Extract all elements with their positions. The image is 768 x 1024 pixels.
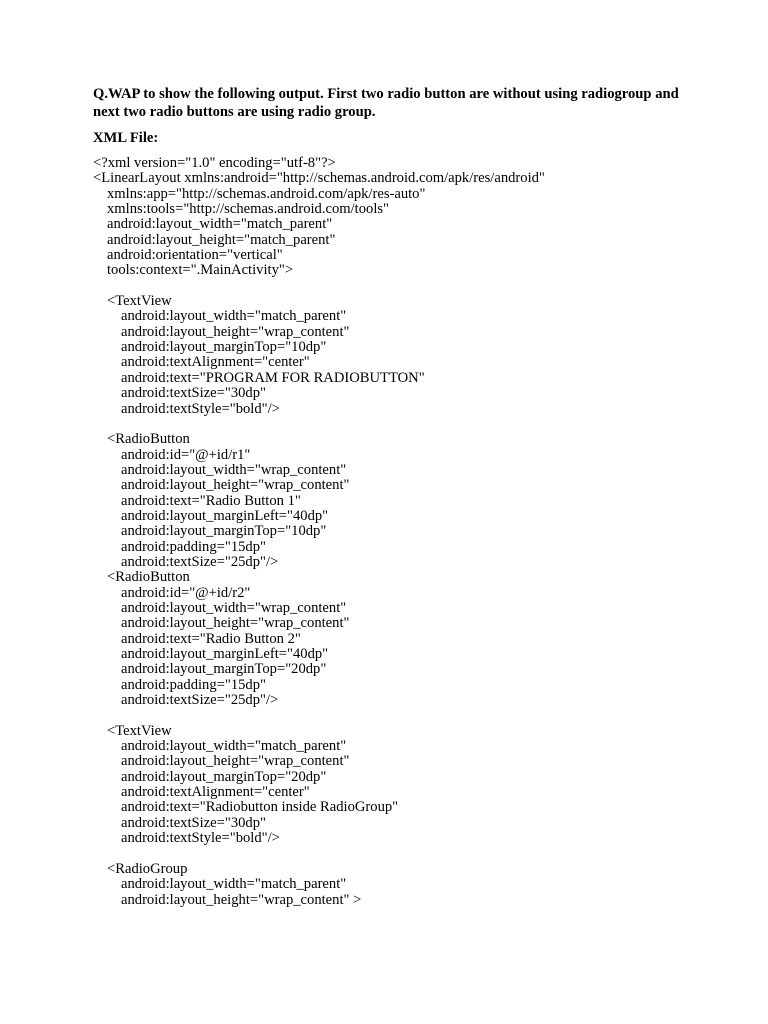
code-line: android:layout_height="wrap_content" <box>121 477 350 494</box>
code-line <box>93 708 693 723</box>
code-line: android:textAlignment="center" <box>121 784 310 801</box>
code-line: xmlns:app="http://schemas.android.com/apk/res-auto" <box>107 185 426 202</box>
code-line <box>93 846 693 861</box>
code-line: android:layout_height="wrap_content" > <box>121 891 362 908</box>
code-line: android:layout_marginTop="10dp" <box>121 523 327 540</box>
code-line: <?xml version="1.0" encoding="utf-8"?> <box>93 155 336 171</box>
code-line: android:padding="15dp" <box>121 676 266 693</box>
code-line: <TextView <box>107 722 172 739</box>
code-line <box>93 279 693 294</box>
code-line: android:layout_marginLeft="40dp" <box>121 646 329 662</box>
code-line: <RadioButton <box>107 431 190 448</box>
code-line: android:textStyle="bold"/> <box>121 830 280 847</box>
code-line: android:layout_height="wrap_content" <box>121 323 350 340</box>
code-line: android:text="PROGRAM FOR RADIOBUTTON" <box>121 369 425 386</box>
code-line: android:id="@+id/r1" <box>121 446 251 463</box>
code-line: android:layout_marginTop="20dp" <box>121 768 327 785</box>
document-page <box>93 86 693 908</box>
question-text: Q.WAP to show the following output. First two radio button are without using radiogroup and next two radio buttons are using radio group. <box>93 86 679 120</box>
code-line: android:layout_width="match_parent" <box>121 876 347 893</box>
xml-code-block <box>93 156 693 908</box>
code-line: android:textAlignment="center" <box>121 354 310 371</box>
code-line: android:textSize="25dp"/> <box>121 553 279 570</box>
code-line: android:text="Radio Button 2" <box>121 630 301 647</box>
code-line: xmlns:tools="http://schemas.android.com/tools" <box>107 201 390 218</box>
code-line: android:id="@+id/r2" <box>121 584 251 601</box>
section-heading: XML File: <box>93 130 159 146</box>
code-line: android:textSize="30dp" <box>121 385 266 402</box>
code-line: android:text="Radiobutton inside RadioGroup" <box>121 799 399 816</box>
code-line: android:padding="15dp" <box>121 538 266 555</box>
code-line: android:layout_width="match_parent" <box>107 216 333 233</box>
code-line: android:layout_width="match_parent" <box>121 308 347 325</box>
code-line: android:layout_height="wrap_content" <box>121 615 350 632</box>
code-line: <TextView <box>107 293 172 310</box>
code-line: android:orientation="vertical" <box>107 247 283 264</box>
code-line: <RadioButton <box>107 569 190 586</box>
code-line: android:textSize="30dp" <box>121 814 266 831</box>
code-line <box>93 417 693 432</box>
code-line: android:layout_height="wrap_content" <box>121 753 350 770</box>
code-line: android:layout_marginTop="20dp" <box>121 661 327 678</box>
code-line: android:textSize="25dp"/> <box>121 692 279 709</box>
code-line: android:layout_width="wrap_content" <box>121 461 347 478</box>
code-line: tools:context=".MainActivity"> <box>107 262 294 279</box>
code-line: android:text="Radio Button 1" <box>121 492 301 509</box>
code-line: android:layout_width="match_parent" <box>121 738 347 755</box>
code-line: android:textStyle="bold"/> <box>121 400 280 417</box>
code-line: android:layout_marginLeft="40dp" <box>121 507 329 524</box>
code-line: android:layout_marginTop="10dp" <box>121 339 327 356</box>
code-line: android:layout_height="match_parent" <box>107 231 336 248</box>
code-line: <RadioGroup <box>107 860 188 877</box>
code-line: android:layout_width="wrap_content" <box>121 599 347 616</box>
code-line: <LinearLayout xmlns:android="http://schemas.android.com/apk/res/android" <box>93 170 545 187</box>
